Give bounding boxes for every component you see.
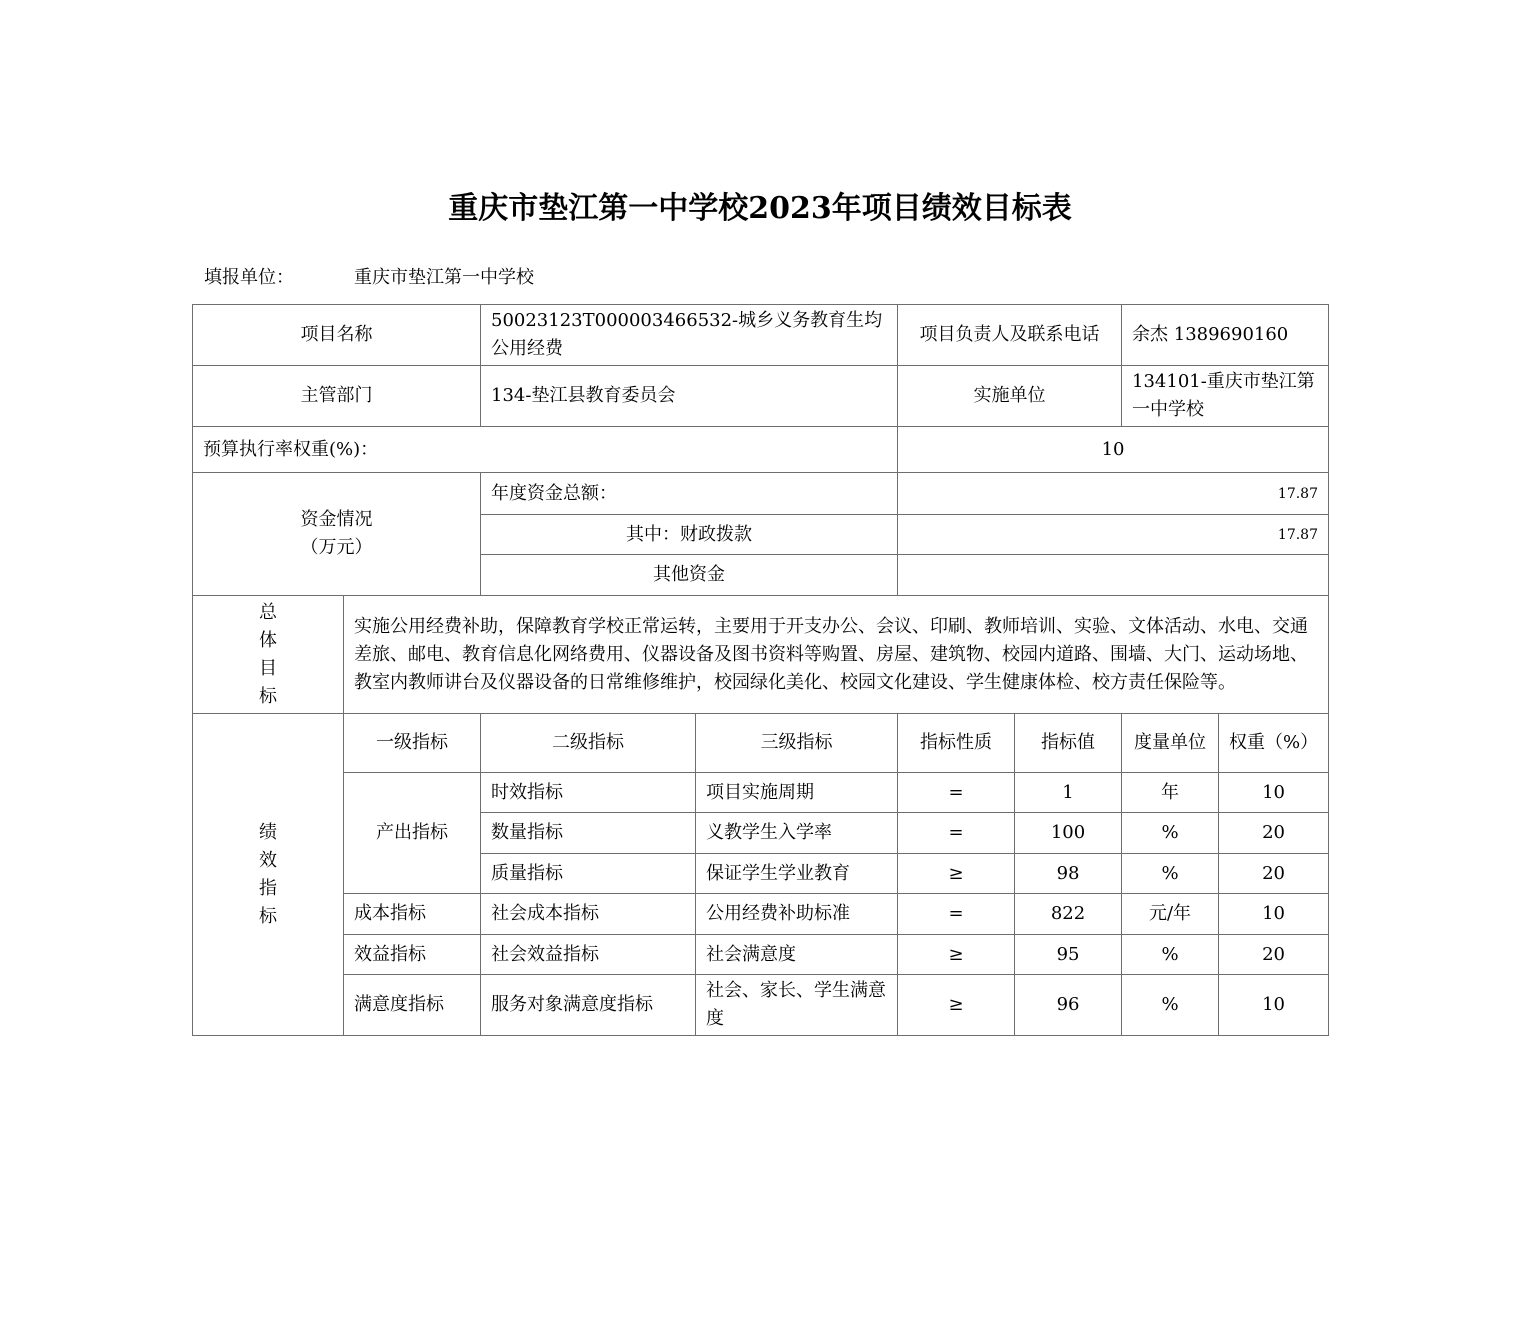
goal-label-char: 总 (259, 601, 277, 623)
weight-cell: 20 (1219, 935, 1329, 975)
level3-cell: 公用经费补助标准 (696, 894, 898, 935)
weight-cell: 10 (1219, 975, 1329, 1036)
funds-label-line2: （万元） (300, 537, 373, 558)
row-project-name (193, 305, 1329, 366)
level2-cell: 社会成本指标 (481, 894, 696, 935)
value-cell: 100 (1015, 813, 1122, 854)
funds-label (193, 473, 481, 596)
unit-cell: % (1122, 813, 1219, 854)
overall-goal-label (193, 596, 344, 714)
goal-label-char: 目 (259, 657, 277, 679)
weight-cell: 10 (1219, 773, 1329, 813)
impl-unit-value: 134101-重庆市垫江第一中学校 (1122, 366, 1329, 427)
value-cell: 822 (1015, 894, 1122, 935)
level2-cell: 质量指标 (481, 854, 696, 894)
value-cell: 95 (1015, 935, 1122, 975)
level1-cell: 效益指标 (344, 935, 481, 975)
row-overall-goal (193, 596, 1329, 714)
value-cell: 96 (1015, 975, 1122, 1036)
weight-cell: 20 (1219, 813, 1329, 854)
weight-cell: 20 (1219, 854, 1329, 894)
table-row (193, 975, 1329, 1036)
row-funds-total (193, 473, 1329, 515)
level3-cell: 社会、家长、学生满意度 (696, 975, 898, 1036)
unit-cell: 元/年 (1122, 894, 1219, 935)
header-level3: 三级指标 (696, 714, 898, 773)
nature-cell: ≥ (898, 854, 1015, 894)
indicator-label-char: 效 (259, 849, 277, 871)
performance-target-table (192, 304, 1329, 1036)
dept-label: 主管部门 (193, 366, 481, 427)
indicator-label-char: 指 (259, 877, 277, 899)
unit-cell: % (1122, 975, 1219, 1036)
level2-cell: 数量指标 (481, 813, 696, 854)
indicator-header-row (193, 714, 1329, 773)
funds-label-line1: 资金情况 (300, 509, 373, 530)
value-cell: 1 (1015, 773, 1122, 813)
indicator-label-char: 绩 (259, 821, 277, 843)
nature-cell: ≥ (898, 975, 1015, 1036)
value-cell: 98 (1015, 854, 1122, 894)
goal-label-char: 标 (259, 685, 277, 707)
header-unit: 度量单位 (1122, 714, 1219, 773)
level2-cell: 社会效益指标 (481, 935, 696, 975)
level2-cell: 服务对象满意度指标 (481, 975, 696, 1036)
nature-cell: = (898, 773, 1015, 813)
goal-label-char: 体 (259, 629, 277, 651)
header-weight: 权重（%） (1219, 714, 1329, 773)
table-row (193, 773, 1329, 813)
level3-cell: 义教学生入学率 (696, 813, 898, 854)
nature-cell: = (898, 813, 1015, 854)
funds-total-label: 年度资金总额： (481, 473, 898, 515)
project-name-value: 50023123T000003466532-城乡义务教育生均公用经费 (481, 305, 898, 366)
project-leader-value: 余杰 1389690160 (1122, 305, 1329, 366)
indicator-label-char: 标 (259, 905, 277, 927)
header-level1: 一级指标 (344, 714, 481, 773)
row-department (193, 366, 1329, 427)
level1-cell: 满意度指标 (344, 975, 481, 1036)
table-row (193, 935, 1329, 975)
budget-weight-label: 预算执行率权重(%)： (193, 427, 898, 473)
funds-fiscal-label: 其中：财政拨款 (481, 515, 898, 555)
overall-goal-text: 实施公用经费补助，保障教育学校正常运转，主要用于开支办公、会议、印刷、教师培训、实验、文体活动、水电、交通差旅、邮电、教育信息化网络费用、仪器设备及图书资料等购置、房屋、建筑物、校园内道路、围墙、大门、运动场地、教室内教师讲台及仪器设备的日常维修维护，校园绿化美化、校园文化建设、学生健康体检、校方责任保险等。 (344, 596, 1329, 714)
page-title: 重庆市垫江第一中学校2023年项目绩效目标表 (448, 191, 1072, 226)
nature-cell: = (898, 894, 1015, 935)
unit-cell: % (1122, 935, 1219, 975)
table-row (193, 894, 1329, 935)
nature-cell: ≥ (898, 935, 1015, 975)
funds-other-value (898, 555, 1329, 596)
weight-cell: 10 (1219, 894, 1329, 935)
unit-cell: % (1122, 854, 1219, 894)
fill-unit-label: 填报单位： (204, 267, 294, 288)
indicator-section-label (193, 714, 344, 1036)
funds-fiscal-value: 17.87 (898, 515, 1329, 555)
dept-value: 134-垫江县教育委员会 (481, 366, 898, 427)
header-value: 指标值 (1015, 714, 1122, 773)
budget-weight-value: 10 (898, 427, 1329, 473)
funds-total-value: 17.87 (898, 473, 1329, 515)
impl-unit-label: 实施单位 (898, 366, 1122, 427)
level1-cell: 成本指标 (344, 894, 481, 935)
level3-cell: 社会满意度 (696, 935, 898, 975)
level1-cell: 产出指标 (344, 773, 481, 894)
project-name-label: 项目名称 (193, 305, 481, 366)
row-budget-weight (193, 427, 1329, 473)
header-level2: 二级指标 (481, 714, 696, 773)
unit-cell: 年 (1122, 773, 1219, 813)
funds-other-label: 其他资金 (481, 555, 898, 596)
level3-cell: 项目实施周期 (696, 773, 898, 813)
header-nature: 指标性质 (898, 714, 1015, 773)
project-leader-label: 项目负责人及联系电话 (898, 305, 1122, 366)
level3-cell: 保证学生学业教育 (696, 854, 898, 894)
level2-cell: 时效指标 (481, 773, 696, 813)
fill-unit-value: 重庆市垫江第一中学校 (354, 267, 534, 288)
